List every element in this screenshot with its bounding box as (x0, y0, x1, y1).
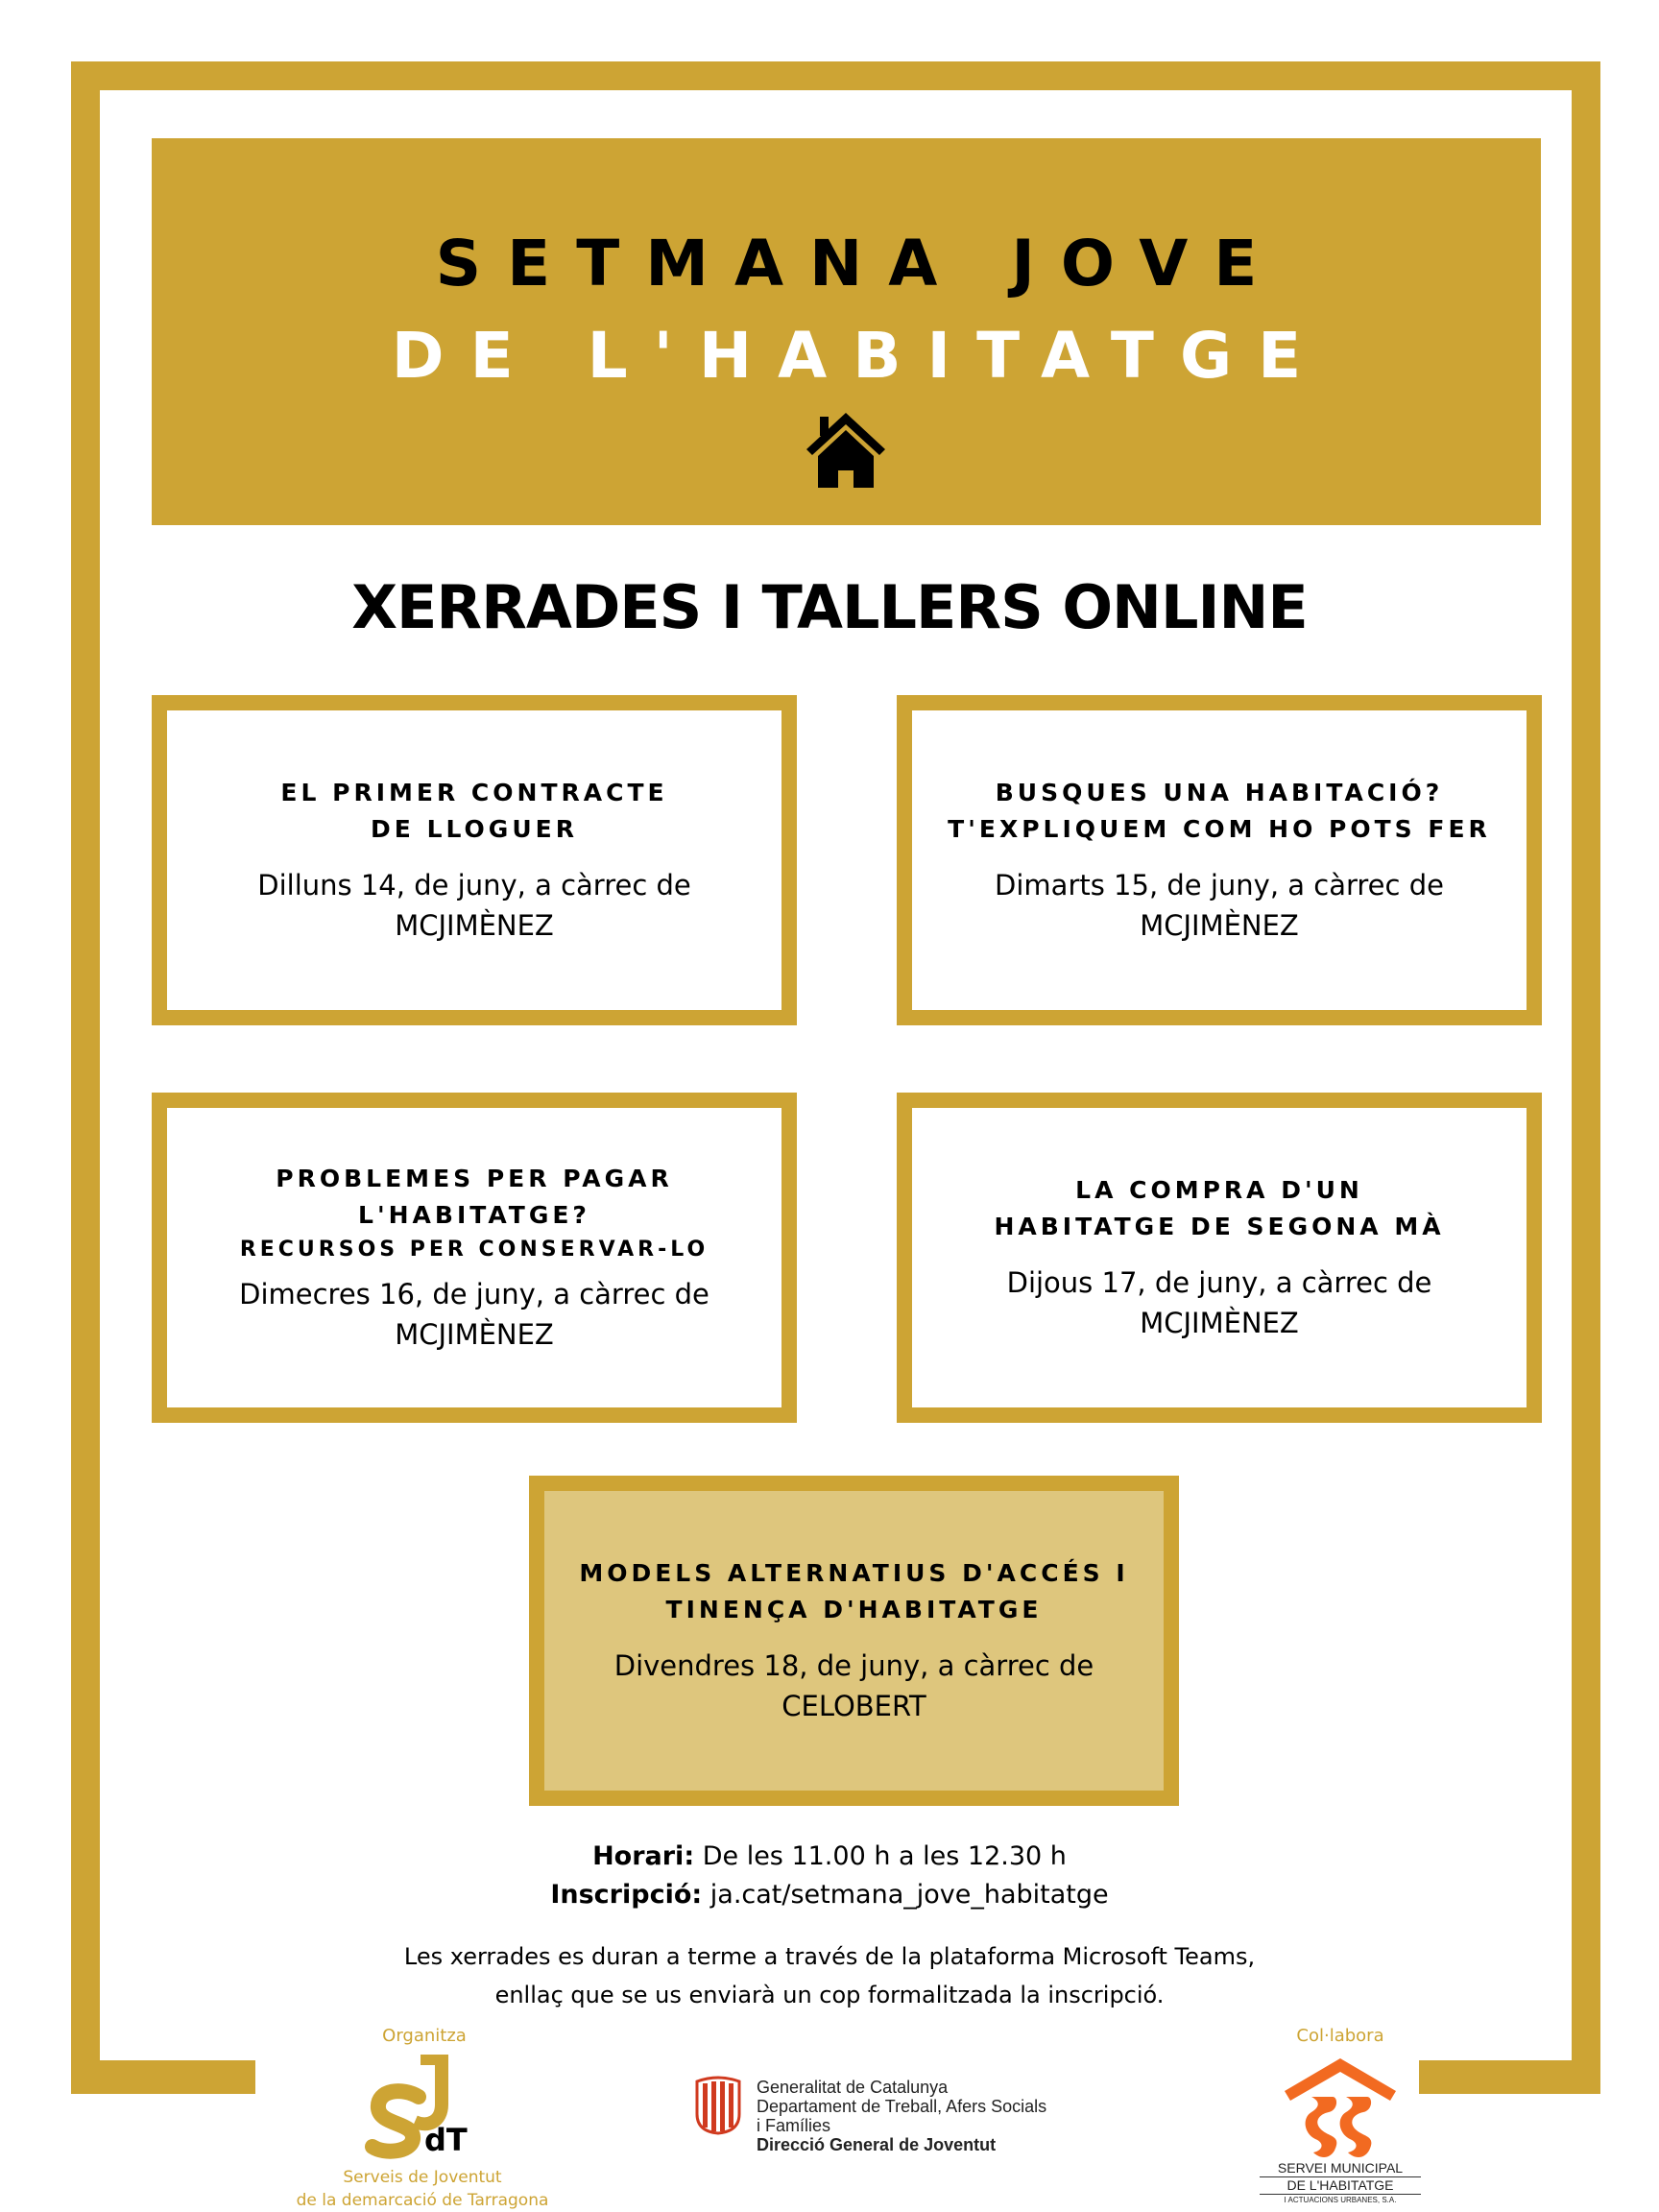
page-subtitle: XERRADES I TALLERS ONLINE (351, 572, 1308, 642)
platform-note-line: Les xerrades es duran a terme a través de la plataforma Microsoft Teams, (403, 1943, 1256, 1970)
generalitat-line: Direcció General de Joventut (757, 2135, 997, 2154)
sjdt-line: de la demarcació de Tarragona (296, 2191, 549, 2210)
session-subtitle: RECURSOS PER CONSERVAR-LO (239, 1238, 709, 1262)
header-banner (152, 138, 1541, 525)
session-card (152, 695, 797, 1025)
platform-note-line: enllaç que se us enviarà un cop formalitzada la inscripció. (494, 1982, 1165, 2008)
title-line-1: SETMANA JOVE (435, 227, 1284, 301)
smh-line: I ACTUACIONS URBANES, S.A. (1284, 2196, 1397, 2204)
smh-line: DE L'HABITATGE (1260, 2176, 1421, 2195)
generalitat-logo-text (757, 2078, 1160, 2154)
session-host: MCJIMÈNEZ (1140, 909, 1299, 942)
smh-house-logo-icon (1285, 2058, 1396, 2166)
smh-logo-text (1260, 2160, 1421, 2206)
registration-label: Inscripció: (550, 1880, 703, 1910)
generalitat-line: Generalitat de Catalunya (757, 2078, 949, 2097)
session-date: Dimarts 15, de juny, a càrrec de (995, 869, 1444, 902)
session-title-line: TINENÇA D'HABITATGE (665, 1596, 1043, 1623)
session-title-line: DE LLOGUER (371, 815, 578, 843)
session-title (994, 1172, 1444, 1245)
session-title (579, 1555, 1128, 1628)
session-title-line: LA COMPRA D'UN (1075, 1176, 1363, 1204)
frame-border-right (1572, 61, 1600, 2094)
title-line-2: DE L'HABITATGE (391, 319, 1328, 393)
sjdt-logo-text (240, 2166, 605, 2212)
session-date: Dimecres 16, de juny, a càrrec de (239, 1278, 709, 1310)
schedule-label: Horari: (592, 1841, 695, 1871)
session-host: MCJIMÈNEZ (1140, 1307, 1299, 1339)
house-icon (805, 411, 887, 490)
collaborator-label: Col·labora (1296, 2026, 1384, 2046)
schedule-value: De les 11.00 h a les 12.30 h (694, 1841, 1067, 1871)
svg-text:dT: dT (424, 2122, 468, 2158)
schedule-line (0, 1841, 1659, 1871)
frame-border-top (71, 61, 1600, 90)
registration-line (0, 1880, 1659, 1910)
generalitat-line: i Famílies (757, 2116, 831, 2135)
session-date: Dijous 17, de juny, a càrrec de (1006, 1266, 1432, 1299)
registration-link[interactable]: ja.cat/setmana_jove_habitatge (702, 1880, 1109, 1910)
frame-border-left (71, 61, 100, 2094)
session-card (897, 695, 1542, 1025)
session-title-line: HABITATGE DE SEGONA MÀ (994, 1213, 1445, 1240)
sjdt-logo-icon (365, 2055, 480, 2160)
session-host: CELOBERT (781, 1690, 926, 1722)
session-title (948, 775, 1491, 848)
session-card (897, 1093, 1542, 1423)
generalitat-shield-icon (693, 2076, 743, 2135)
session-card (152, 1093, 797, 1423)
session-host: MCJIMÈNEZ (395, 1318, 554, 1351)
sjdt-line: Serveis de Joventut (343, 2168, 502, 2187)
session-date: Dilluns 14, de juny, a càrrec de (257, 869, 691, 902)
session-title-line: L'HABITATGE? (358, 1201, 590, 1229)
generalitat-line: Departament de Treball, Afers Socials (757, 2097, 1047, 2116)
session-title (280, 775, 667, 848)
session-title-line: EL PRIMER CONTRACTE (280, 779, 668, 806)
platform-note (0, 1937, 1659, 2014)
frame-border-bottom-left (71, 2060, 255, 2094)
session-date: Divendres 18, de juny, a càrrec de (613, 1649, 1094, 1682)
frame-border-bottom-right (1419, 2060, 1600, 2094)
session-title (276, 1161, 672, 1234)
organizer-label: Organitza (382, 2026, 467, 2046)
smh-line: SERVEI MUNICIPAL (1277, 2160, 1404, 2176)
session-title-line: T'EXPLIQUEM COM HO POTS FER (948, 815, 1491, 843)
session-title-line: BUSQUES UNA HABITACIÓ? (995, 779, 1444, 806)
session-title-line: PROBLEMES PER PAGAR (276, 1165, 673, 1192)
session-card-highlight (529, 1476, 1179, 1806)
session-title-line: MODELS ALTERNATIUS D'ACCÉS I (579, 1559, 1129, 1587)
session-host: MCJIMÈNEZ (395, 909, 554, 942)
